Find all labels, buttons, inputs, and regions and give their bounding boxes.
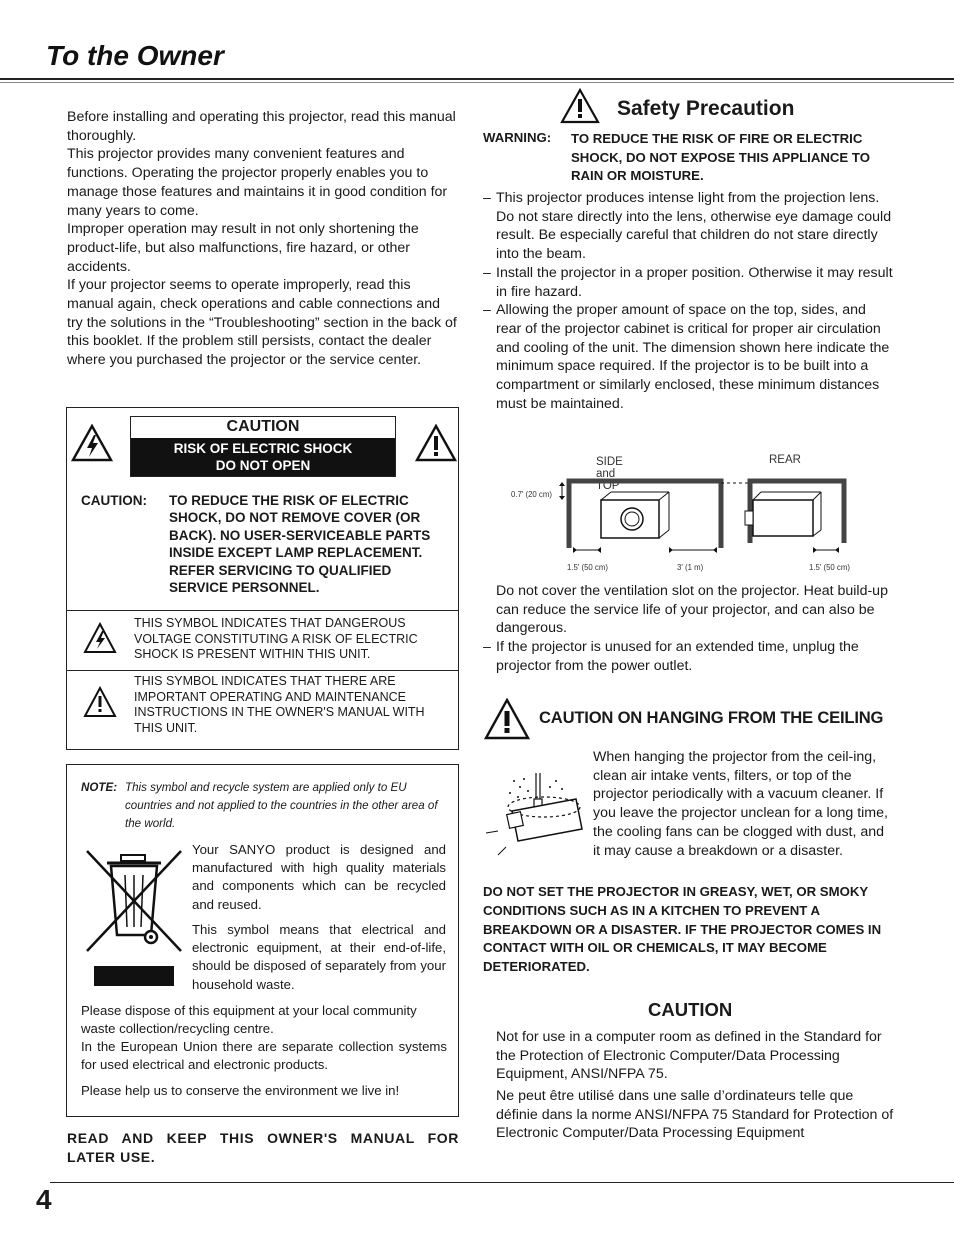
exclamation-warning-icon xyxy=(415,424,457,467)
exclamation-warning-icon xyxy=(83,686,117,723)
computer-room-text: Not for use in a computer room as defined in the Standard for the Protection of Electronic Computer/Data Processing Equipment, ANSI/NFPA 75. xyxy=(496,1029,882,1083)
caution-heading: CAUTION xyxy=(226,418,300,435)
weee-paragraph: Your SANYO product is designed and manufactured with high quality materials and components which can be recycled and reused. xyxy=(192,842,446,912)
caution-text: TO REDUCE THE RISK OF ELECTRIC SHOCK, DO NOT REMOVE COVER (OR BACK). NO USER-SERVICEABLE PARTS INSIDE EXCEPT LAMP REPLACEMENT. REFER SERVICING TO QUALIFIED SERVICE PERSONNEL. xyxy=(169,493,431,596)
title-rule xyxy=(0,78,954,80)
caution-label xyxy=(130,416,396,477)
dim-top: 0.7' (20 cm) xyxy=(511,490,552,499)
computer-room-text-fr: Ne peut être utilisé dans une salle d’ordinateurs telle que définie dans la norme ANSI/NFPA 75 Standard for Protection of Electronic Computer/Data Processing Equipment xyxy=(496,1088,894,1142)
list-item: – Install the projector in a proper position. Otherwise it may result in fire hazard. xyxy=(483,264,893,301)
note-label: NOTE: xyxy=(81,781,118,794)
weee-paragraph: Please dispose of this equipment at your local community waste collection/recycling centre. xyxy=(81,1003,417,1037)
divider xyxy=(67,610,458,611)
caution-box xyxy=(66,407,459,750)
caution-label-text: CAUTION: xyxy=(81,493,147,508)
safety-bullets xyxy=(483,189,893,413)
page-number: 4 xyxy=(36,1184,52,1215)
page-title: To the Owner xyxy=(46,40,224,71)
band-line: RISK OF ELECTRIC SHOCK xyxy=(173,441,353,456)
bin-underline-bar xyxy=(94,966,174,986)
dim-rear: 1.5' (50 cm) xyxy=(809,563,850,572)
title-rule-thin xyxy=(0,82,954,83)
weee-paragraph: This symbol means that electrical and electronic equipment, at their end-of-life, should be disposed of separately from your household waste. xyxy=(192,922,446,992)
warning-text: TO REDUCE THE RISK OF FIRE OR ELECTRIC SHOCK, DO NOT EXPOSE THIS APPLIANCE TO RAIN OR MOISTURE. xyxy=(571,131,870,184)
band-line: DO NOT OPEN xyxy=(215,458,311,473)
divider xyxy=(67,670,458,671)
list-item: – This projector produces intense light from the projection lens. Do not stare directly into the lens, otherwise eye damage could result. Be especially careful that children do not stare directly into the beam. xyxy=(483,189,893,264)
lightning-warning-icon xyxy=(83,622,117,659)
crossed-out-bin-icon xyxy=(81,847,187,960)
intro-paragraph: If your projector seems to operate improperly, read this manual again, check operations and cable connections and try the solutions in the “Troubleshooting” section in the back of this booklet. If the problem still persists, contact the dealer where you purchased the projector or the service center. xyxy=(67,277,457,369)
side-top-label: SIDE and TOP xyxy=(596,456,623,492)
warning-label: WARNING: xyxy=(483,130,552,145)
exclamation-warning-icon xyxy=(484,698,530,745)
caution-title: CAUTION xyxy=(648,999,733,1020)
rear-label: REAR xyxy=(769,454,801,466)
intro-text xyxy=(67,108,459,370)
clearance-drawing xyxy=(505,448,865,573)
voltage-symbol-text: THIS SYMBOL INDICATES THAT DANGEROUS VOLTAGE CONSTITUTING A RISK OF ELECTRIC SHOCK IS PRESENT WITHIN THIS UNIT. xyxy=(134,616,418,662)
exclaim-symbol-text: THIS SYMBOL INDICATES THAT THERE ARE IMPORTANT OPERATING AND MAINTENANCE INSTRUCTIONS IN THE OWNER'S MANUAL WITH THIS UNIT. xyxy=(134,674,425,735)
ceiling-caution-title: CAUTION ON HANGING FROM THE CEILING xyxy=(539,708,884,727)
intro-paragraph: Improper operation may result in not only shortening the product-life, but also malfunctions, fire hazard, or other accidents. xyxy=(67,221,419,275)
ceiling-cleaning-illustration xyxy=(484,771,584,866)
footer-rule xyxy=(50,1182,954,1183)
dim-side: 1.5' (50 cm) xyxy=(567,563,608,572)
unused-bullets xyxy=(483,638,893,675)
intro-paragraph: Before installing and operating this projector, read this manual thoroughly. xyxy=(67,109,456,144)
safety-title: Safety Precaution xyxy=(617,97,795,120)
caution-label-area xyxy=(67,408,458,488)
read-keep-note: READ AND KEEP THIS OWNER'S MANUAL FOR LATER USE. xyxy=(67,1130,459,1165)
list-item: – Allowing the proper amount of space on the top, sides, and rear of the projector cabinet is critical for proper air circulation and cooling of the unit. The dimension shown here indicate the minimum space required. If the projector is to be built into a compartment or similarly enclosed, these minimum distances must be maintained. xyxy=(483,301,893,413)
shock-warning-band xyxy=(131,438,395,476)
note-text: This symbol and recycle system are applied only to EU countries and not applied to the countries in the other area of the world. xyxy=(125,781,438,831)
ceiling-text: When hanging the projector from the ceil-ing, clean air intake vents, filters, or top of the projector periodically with a vacuum cleaner. If you leave the projector unclean for a long time, the cooling fans can be clogged with dust, and it may cause a breakdown or a disaster. xyxy=(593,749,888,859)
intro-paragraph: This projector provides many convenient features and functions. Operating the projector properly enables you to manage those features and maintains it in good condition for many years to come. xyxy=(67,146,448,219)
do-not-set-warning: DO NOT SET THE PROJECTOR IN GREASY, WET, OR SMOKY CONDITIONS SUCH AS IN A KITCHEN TO PREVENT A BREAKDOWN OR A DISASTER. IF THE PROJECTOR COMES IN CONTACT WITH OIL OR CHEMICALS, IT MAY BECOME DETERIORATED. xyxy=(483,884,882,975)
lightning-warning-icon xyxy=(71,424,113,467)
ventilation-text: Do not cover the ventilation slot on the projector. Heat build-up can reduce the service life of your projector, and can also be dangerous. xyxy=(496,583,888,637)
dim-front: 3' (1 m) xyxy=(677,563,704,572)
weee-paragraph: In the European Union there are separate collection systems for used electrical and electronic products. xyxy=(81,1039,447,1073)
recycling-note-box xyxy=(66,764,459,1117)
weee-paragraph: Please help us to conserve the environment we live in! xyxy=(81,1083,400,1098)
exclamation-warning-icon xyxy=(560,88,600,129)
list-item: – If the projector is unused for an extended time, unplug the projector from the power outlet. xyxy=(483,638,893,675)
